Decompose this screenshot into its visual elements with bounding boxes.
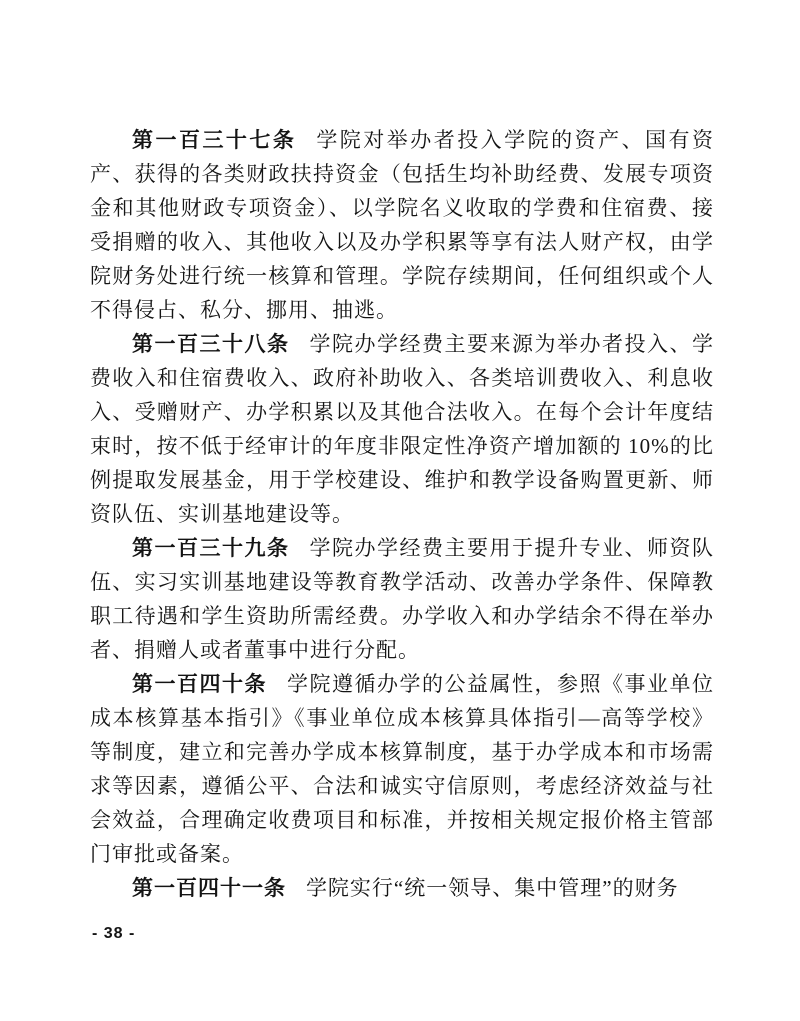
article-number: 第一百四十一条 xyxy=(132,876,286,900)
article-number: 第一百三十八条 xyxy=(132,332,290,356)
article-paragraph xyxy=(90,327,714,531)
article-number: 第一百三十七条 xyxy=(132,128,297,152)
article-text: 学院实行“统一领导、集中管理”的财务 xyxy=(305,876,679,900)
article-text: 学院遵循办学的公益属性，参照《事业单位成本核算基本指引》《事业单位成本核算具体指引—高等学校》等制度，建立和完善办学成本核算制度，基于办学成本和市场需求等因素，遵循公平、合法和诚实守信原则，考虑经济效益与社会效益，合理确定收费项目和标准，并按相关规定报价格主管部门审批或备案。 xyxy=(90,672,714,866)
article-paragraph xyxy=(90,123,714,327)
document-body xyxy=(90,123,714,905)
article-number: 第一百三十九条 xyxy=(132,536,290,560)
article-text: 学院对举办者投入学院的资产、国有资产、获得的各类财政扶持资金（包括生均补助经费、发展专项资金和其他财政专项资金）、以学院名义收取的学费和住宿费、接受捐赠的收入、其他收入以及办学积累等享有法人财产权，由学院财务处进行统一核算和管理。学院存续期间，任何组织或个人不得侵占、私分、挪用、抽逃。 xyxy=(90,128,715,322)
article-text: 学院办学经费主要来源为举办者投入、学费收入和住宿费收入、政府补助收入、各类培训费收入、利息收入、受赠财产、办学积累以及其他合法收入。在每个会计年度结束时，按不低于经审计的年度非限定性净资产增加额的 10%的比例提取发展基金，用于学校建设、维护和教学设备购置更新、师资队伍、实训基地建设等。 xyxy=(90,332,715,526)
article-paragraph xyxy=(90,667,714,871)
article-paragraph xyxy=(90,871,714,905)
page-number: - 38 - xyxy=(92,925,136,942)
article-text: 学院办学经费主要用于提升专业、师资队伍、实习实训基地建设等教育教学活动、改善办学条件、保障教职工待遇和学生资助所需经费。办学收入和办学结余不得在举办者、捐赠人或者董事中进行分配。 xyxy=(90,536,715,662)
article-number: 第一百四十条 xyxy=(132,672,268,696)
article-paragraph xyxy=(90,531,714,667)
